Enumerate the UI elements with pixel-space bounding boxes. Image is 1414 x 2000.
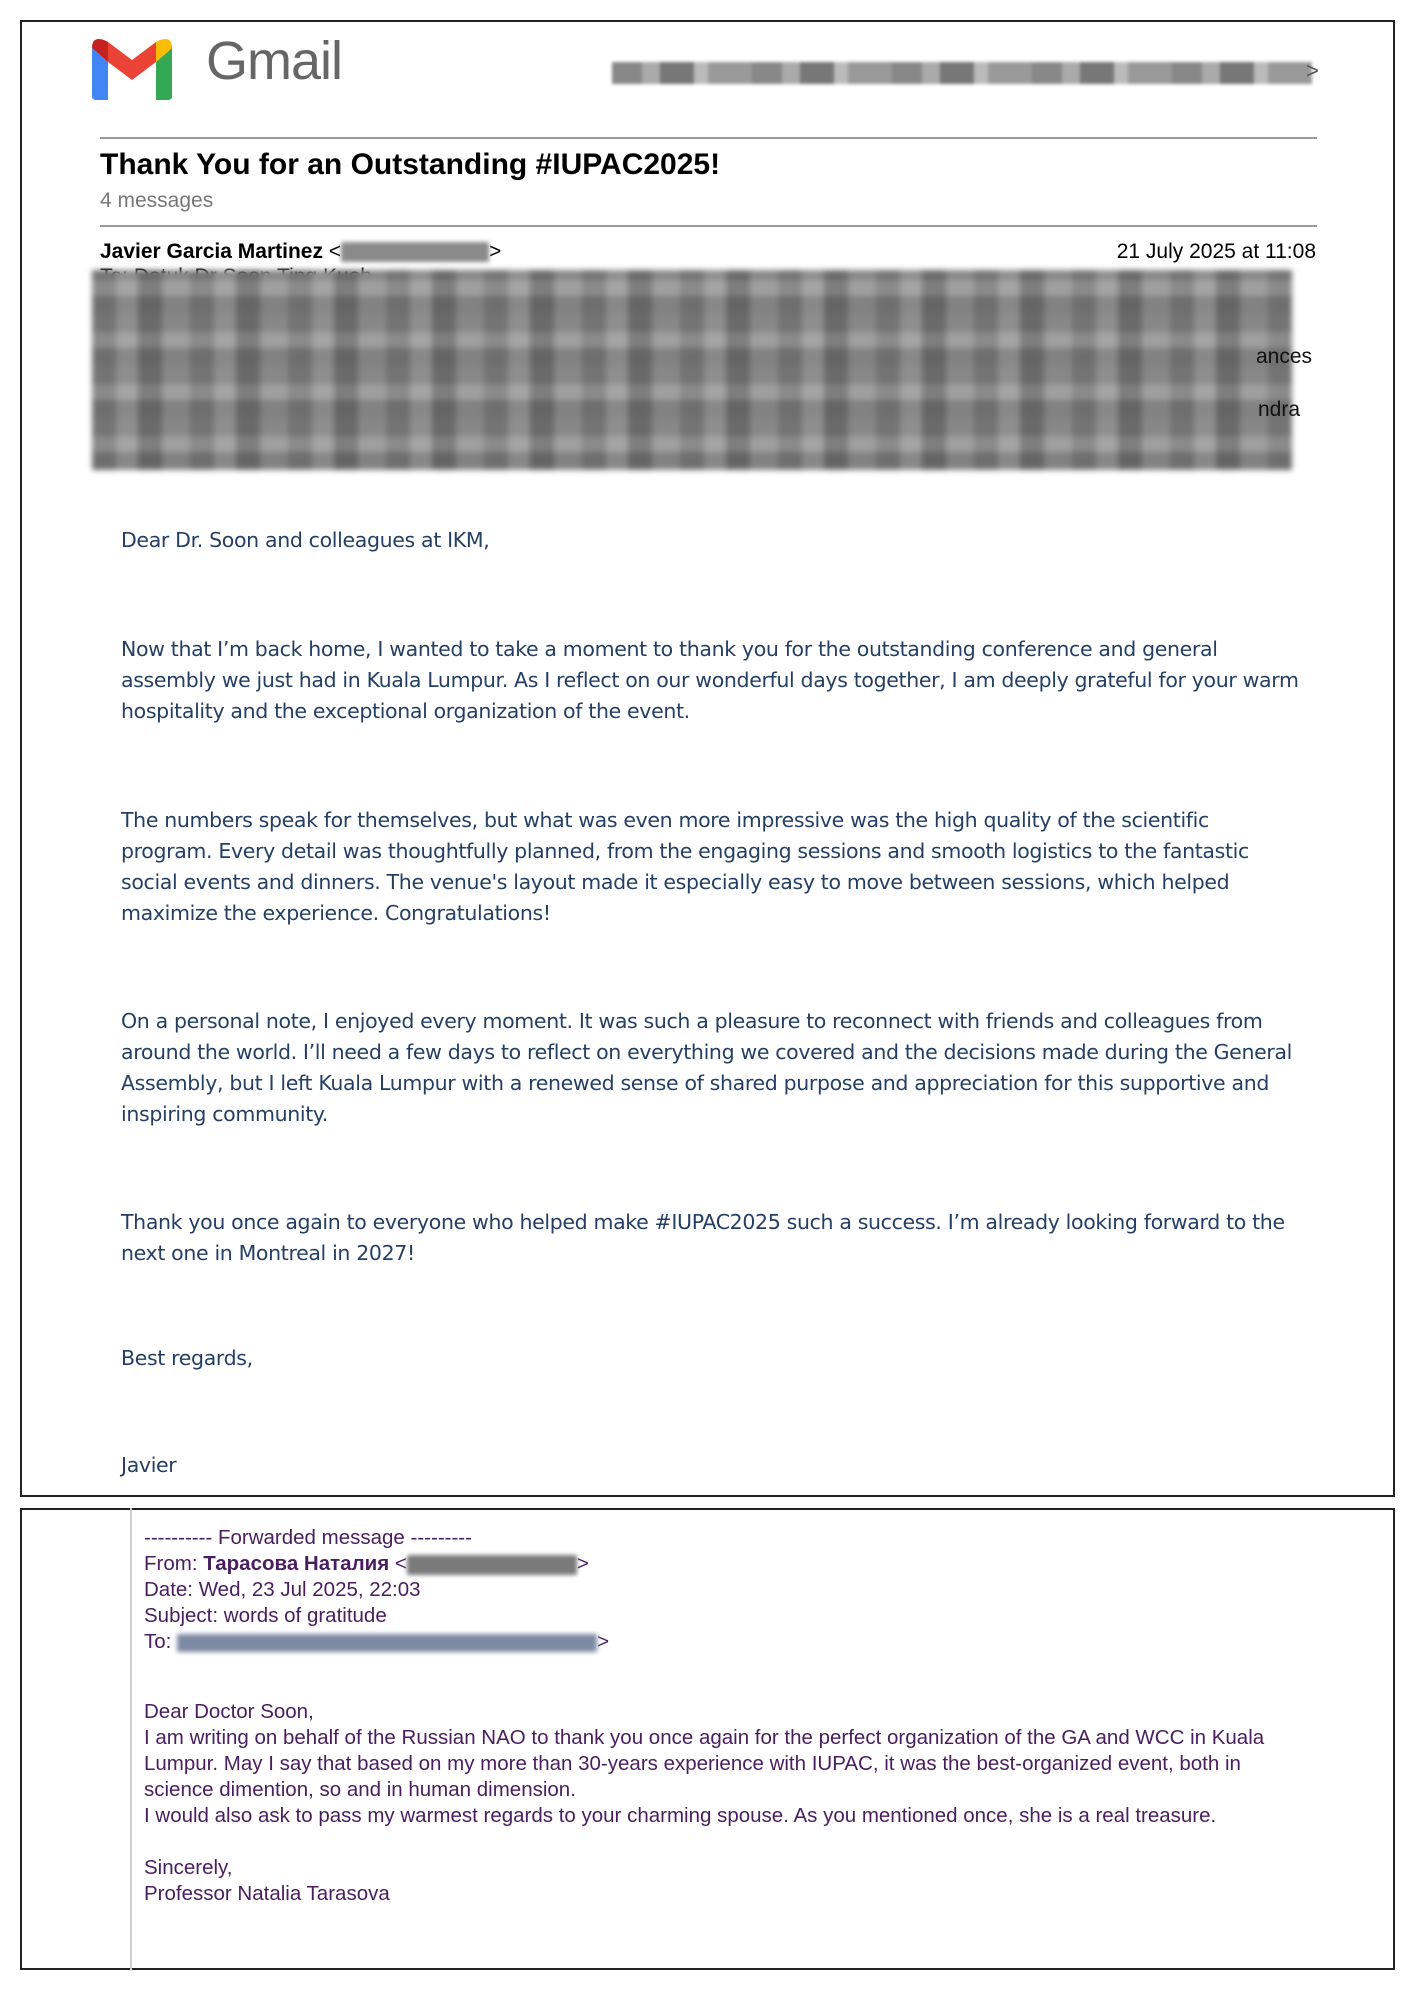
quote-bar: [130, 1508, 132, 1970]
body-greeting: Dear Dr. Soon and colleagues at IKM,: [121, 528, 490, 552]
gmail-logo-icon: [90, 34, 174, 102]
thread-subject: Thank You for an Outstanding #IUPAC2025!: [100, 148, 721, 181]
body-paragraph: Thank you once again to everyone who helped make #IUPAC2025 such a success. I’m already looking forward to the next one in Montreal in 2027!: [121, 1210, 1285, 1265]
forward-from-name: Тарасова Наталия: [203, 1552, 390, 1575]
forward-signature: Professor Natalia Tarasova: [144, 1882, 390, 1905]
forward-from-email-redacted: [407, 1555, 577, 1575]
body-paragraph: The numbers speak for themselves, but what was even more impressive was the high quality of the scientific program. Every detail was thoughtfully planned, from the engaging sessions and smooth logistics to the fantastic social events and dinners. The venue's layout made it especially easy to move between sessions, which helped maximize the experience. Congratulations!: [121, 808, 1249, 925]
body-paragraph: Now that I’m back home, I wanted to take a moment to thank you for the outstanding conference and general assembly we just had in Kuala Lumpur. As I reflect on our wonderful days together, I am deeply grateful for your warm hospitality and the exceptional organization of the event.: [121, 637, 1299, 723]
forward-to: To: >: [144, 1630, 610, 1653]
forward-closing: Sincerely,: [144, 1856, 233, 1879]
forward-paragraph: I would also ask to pass my warmest regards to your charming spouse. As you mentioned once, she is a real treasure.: [144, 1804, 1217, 1827]
account-email-redacted: [612, 62, 1312, 84]
forward-to-email-redacted[interactable]: [177, 1634, 597, 1652]
sender-name: Javier Garcia Martinez: [100, 240, 323, 263]
message-date: 21 July 2025 at 11:08: [1116, 240, 1316, 263]
forward-subject: Subject: words of gratitude: [144, 1604, 387, 1627]
forward-paragraph: I am writing on behalf of the Russian NAO to thank you once again for the perfect organization of the GA and WCC in Kuala Lumpur. May I say that based on my more than 30-years experience with IUPAC, it was the best-organized event, both in science dimention, so and in human dimension.: [144, 1726, 1265, 1801]
forward-greeting: Dear Doctor Soon,: [144, 1700, 314, 1723]
sender-email-redacted: [341, 242, 489, 262]
account-email-suffix: >: [1306, 58, 1319, 83]
body-signature: Javier: [121, 1453, 177, 1477]
body-closing: Best regards,: [121, 1346, 253, 1370]
divider: [100, 137, 1317, 139]
recipient-fragment: ndra: [1258, 398, 1301, 421]
forward-body: [144, 1699, 1304, 1907]
divider: [100, 225, 1317, 227]
forward-date: Date: Wed, 23 Jul 2025, 22:03: [144, 1578, 421, 1601]
forward-header: ---------- Forwarded message ---------: [144, 1526, 472, 1549]
recipient-fragment: ances: [1256, 345, 1313, 368]
message-count: 4 messages: [100, 189, 214, 212]
gmail-wordmark: Gmail: [206, 31, 343, 91]
message-sender: Javier Garcia Martinez < >: [100, 240, 502, 263]
forward-from: From: Тарасова Наталия < >: [144, 1552, 589, 1575]
body-paragraph: On a personal note, I enjoyed every moment. It was such a pleasure to reconnect with friends and colleagues from around the world. I’ll need a few days to reflect on everything we covered and the decisions made during the General Assembly, but I left Kuala Lumpur with a renewed sense of shared purpose and appreciation for this supportive and inspiring community.: [121, 1009, 1292, 1126]
recipients-redacted-block: [92, 270, 1292, 470]
